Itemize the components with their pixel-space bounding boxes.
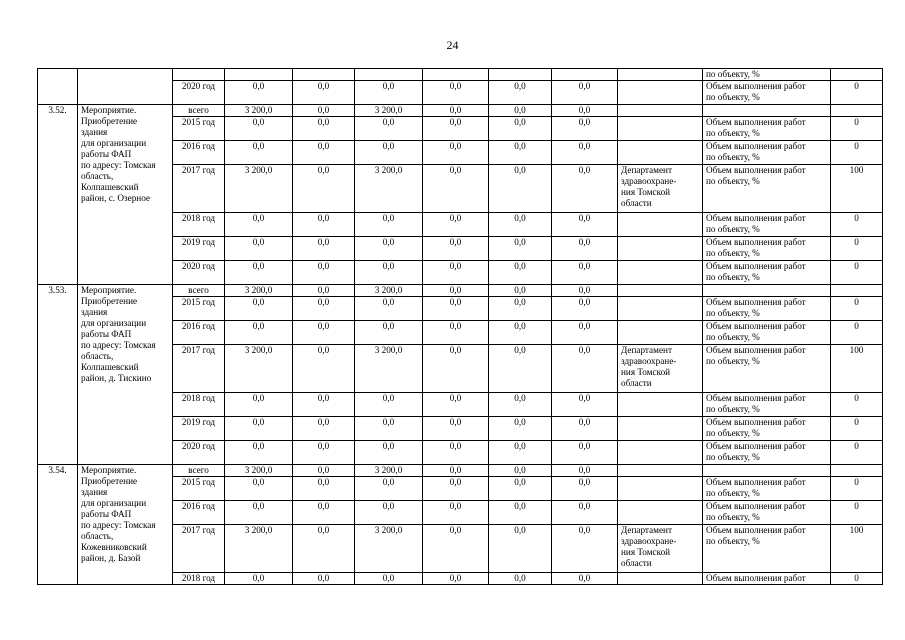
year-cell: 2018 год [173,393,225,417]
department-cell [618,441,703,465]
value-cell: 0,0 [552,297,618,321]
result-cell: 0 [831,441,883,465]
value-cell: 0,0 [423,477,489,501]
department-cell [618,417,703,441]
department-cell [618,297,703,321]
value-cell: 0,0 [552,477,618,501]
value-cell: 0,0 [293,117,355,141]
value-cell: 0,0 [355,237,423,261]
value-cell: 0,0 [293,165,355,213]
year-cell: 2016 год [173,321,225,345]
empty-cell [173,69,225,81]
indicator-cell: Объем выполнения работ по объекту, % [703,213,831,237]
value-cell: 0,0 [489,573,552,585]
value-cell: 3 200,0 [225,285,293,297]
department-cell [618,321,703,345]
value-cell: 0,0 [225,477,293,501]
value-cell: 0,0 [552,285,618,297]
indicator-cell: Объем выполнения работ по объекту, % [703,441,831,465]
indicator-cell: Объем выполнения работ по объекту, % [703,525,831,573]
indicator-cell: по объекту, % [703,69,831,81]
value-cell: 0,0 [293,297,355,321]
value-cell: 3 200,0 [355,465,423,477]
year-cell: 2019 год [173,417,225,441]
value-cell: 3 200,0 [355,525,423,573]
indicator-cell: Объем выполнения работ по объекту, % [703,393,831,417]
result-cell: 0 [831,477,883,501]
indicator-cell [703,285,831,297]
indicator-cell: Объем выполнения работ по объекту, % [703,141,831,165]
value-cell: 0,0 [552,105,618,117]
department-cell [618,477,703,501]
value-cell: 0,0 [552,237,618,261]
value-cell: 0,0 [225,417,293,441]
value-cell: 0,0 [293,501,355,525]
value-cell: 0,0 [552,141,618,165]
table-row [38,465,883,477]
value-cell: 0,0 [489,321,552,345]
value-cell: 0,0 [355,417,423,441]
indicator-cell: Объем выполнения работ [703,573,831,585]
value-cell: 0,0 [552,465,618,477]
department-cell [618,573,703,585]
department-cell: Департамент здравоохране- ния Томской области [618,165,703,213]
value-cell: 0,0 [489,465,552,477]
department-cell [618,117,703,141]
value-cell: 0,0 [489,81,552,105]
value-cell: 0,0 [552,117,618,141]
value-cell: 0,0 [489,213,552,237]
value-cell: 3 200,0 [225,105,293,117]
empty-cell [355,69,423,81]
value-cell: 0,0 [293,81,355,105]
year-cell: всего [173,465,225,477]
result-cell [831,465,883,477]
table-row [38,105,883,117]
value-cell: 0,0 [552,393,618,417]
value-cell: 0,0 [293,285,355,297]
value-cell: 0,0 [552,525,618,573]
value-cell: 0,0 [423,465,489,477]
value-cell: 0,0 [552,213,618,237]
item-name-cell: Мероприятие. Приобретение здания для организации работы ФАП по адресу: Томская область, Колпашевский район, д. Тискино [78,285,173,465]
value-cell: 0,0 [552,81,618,105]
item-name-cell [78,69,173,105]
value-cell: 0,0 [552,261,618,285]
year-cell: 2017 год [173,165,225,213]
empty-cell [489,69,552,81]
value-cell: 3 200,0 [355,165,423,213]
department-cell [618,105,703,117]
indicator-cell: Объем выполнения работ по объекту, % [703,117,831,141]
value-cell: 0,0 [355,501,423,525]
value-cell: 0,0 [489,165,552,213]
result-cell: 0 [831,297,883,321]
value-cell: 0,0 [293,105,355,117]
value-cell: 0,0 [225,441,293,465]
department-cell [618,213,703,237]
department-cell: Департамент здравоохране- ния Томской области [618,345,703,393]
year-cell: 2016 год [173,141,225,165]
value-cell: 0,0 [225,117,293,141]
indicator-cell: Объем выполнения работ по объекту, % [703,237,831,261]
value-cell: 0,0 [423,165,489,213]
item-number-cell: 3.53. [38,285,78,465]
indicator-cell: Объем выполнения работ по объекту, % [703,81,831,105]
result-cell: 0 [831,393,883,417]
value-cell: 3 200,0 [355,105,423,117]
department-cell: Департамент здравоохране- ния Томской области [618,525,703,573]
result-cell: 0 [831,81,883,105]
value-cell: 0,0 [489,345,552,393]
value-cell: 0,0 [423,105,489,117]
value-cell: 0,0 [423,285,489,297]
indicator-cell: Объем выполнения работ по объекту, % [703,321,831,345]
year-cell: 2020 год [173,261,225,285]
result-cell [831,105,883,117]
value-cell: 0,0 [423,81,489,105]
value-cell: 3 200,0 [225,525,293,573]
value-cell: 0,0 [489,501,552,525]
result-cell: 0 [831,501,883,525]
value-cell: 3 200,0 [355,345,423,393]
indicator-cell: Объем выполнения работ по объекту, % [703,477,831,501]
value-cell: 0,0 [355,321,423,345]
year-cell: всего [173,105,225,117]
result-cell: 0 [831,213,883,237]
result-cell: 0 [831,321,883,345]
value-cell: 0,0 [552,441,618,465]
value-cell: 0,0 [423,297,489,321]
year-cell: 2020 год [173,441,225,465]
value-cell: 0,0 [552,345,618,393]
result-cell [831,285,883,297]
value-cell: 0,0 [423,441,489,465]
indicator-cell: Объем выполнения работ по объекту, % [703,501,831,525]
year-cell: 2015 год [173,297,225,321]
department-cell [618,285,703,297]
year-cell: 2020 год [173,81,225,105]
indicator-cell: Объем выполнения работ по объекту, % [703,297,831,321]
value-cell: 0,0 [293,441,355,465]
empty-cell [293,69,355,81]
value-cell: 0,0 [423,213,489,237]
table-row [38,285,883,297]
value-cell: 0,0 [489,441,552,465]
value-cell: 0,0 [489,285,552,297]
value-cell: 0,0 [293,465,355,477]
department-cell [618,81,703,105]
value-cell: 0,0 [293,237,355,261]
department-cell [618,141,703,165]
page-number: 24 [446,38,459,52]
value-cell: 0,0 [225,501,293,525]
value-cell: 0,0 [489,117,552,141]
value-cell: 0,0 [293,261,355,285]
value-cell: 0,0 [552,501,618,525]
value-cell: 0,0 [225,261,293,285]
value-cell: 0,0 [293,393,355,417]
value-cell: 0,0 [293,321,355,345]
value-cell: 0,0 [355,261,423,285]
value-cell: 0,0 [355,477,423,501]
result-cell: 0 [831,573,883,585]
value-cell: 0,0 [489,105,552,117]
value-cell: 0,0 [355,117,423,141]
value-cell: 0,0 [552,321,618,345]
value-cell: 0,0 [355,213,423,237]
value-cell: 0,0 [489,417,552,441]
program-activities-table [37,68,883,585]
value-cell: 0,0 [225,213,293,237]
year-cell: 2018 год [173,573,225,585]
value-cell: 0,0 [489,261,552,285]
value-cell: 3 200,0 [355,285,423,297]
value-cell: 0,0 [225,393,293,417]
indicator-cell [703,105,831,117]
indicator-cell: Объем выполнения работ по объекту, % [703,165,831,213]
result-cell: 0 [831,237,883,261]
value-cell: 0,0 [355,573,423,585]
value-cell: 0,0 [423,501,489,525]
year-cell: всего [173,285,225,297]
year-cell: 2019 год [173,237,225,261]
value-cell: 0,0 [552,573,618,585]
value-cell: 0,0 [355,393,423,417]
value-cell: 0,0 [423,573,489,585]
value-cell: 0,0 [293,417,355,441]
result-cell: 0 [831,141,883,165]
value-cell: 0,0 [489,297,552,321]
value-cell: 0,0 [423,345,489,393]
item-name-cell: Мероприятие. Приобретение здания для организации работы ФАП по адресу: Томская область, Колпашевский район, с. Озерное [78,105,173,285]
empty-cell [618,69,703,81]
indicator-cell: Объем выполнения работ по объекту, % [703,261,831,285]
result-cell: 100 [831,165,883,213]
result-cell: 0 [831,417,883,441]
indicator-cell: Объем выполнения работ по объекту, % [703,345,831,393]
item-number-cell: 3.52. [38,105,78,285]
year-cell: 2015 год [173,117,225,141]
department-cell [618,261,703,285]
item-name-cell: Мероприятие. Приобретение здания для организации работы ФАП по адресу: Томская область, Кожевниковский район, д. Базой [78,465,173,585]
value-cell: 0,0 [293,525,355,573]
department-cell [618,501,703,525]
value-cell: 0,0 [423,117,489,141]
indicator-cell [703,465,831,477]
empty-cell [423,69,489,81]
value-cell: 0,0 [489,237,552,261]
value-cell: 0,0 [423,237,489,261]
value-cell: 0,0 [489,525,552,573]
value-cell: 3 200,0 [225,345,293,393]
department-cell [618,393,703,417]
value-cell: 0,0 [423,321,489,345]
value-cell: 0,0 [552,417,618,441]
result-cell: 100 [831,525,883,573]
result-cell [831,69,883,81]
value-cell: 0,0 [355,297,423,321]
value-cell: 0,0 [225,81,293,105]
empty-cell [552,69,618,81]
value-cell: 0,0 [355,441,423,465]
value-cell: 0,0 [225,573,293,585]
value-cell: 0,0 [225,141,293,165]
year-cell: 2015 год [173,477,225,501]
year-cell: 2017 год [173,345,225,393]
value-cell: 0,0 [489,393,552,417]
value-cell: 0,0 [423,417,489,441]
value-cell: 0,0 [225,321,293,345]
result-cell: 0 [831,117,883,141]
result-cell: 0 [831,261,883,285]
value-cell: 0,0 [489,477,552,501]
value-cell: 0,0 [293,345,355,393]
value-cell: 0,0 [293,573,355,585]
value-cell: 0,0 [552,165,618,213]
value-cell: 0,0 [355,81,423,105]
item-number-cell [38,69,78,105]
year-cell: 2018 год [173,213,225,237]
value-cell: 3 200,0 [225,165,293,213]
value-cell: 0,0 [355,141,423,165]
value-cell: 0,0 [423,261,489,285]
value-cell: 3 200,0 [225,465,293,477]
value-cell: 0,0 [423,393,489,417]
value-cell: 0,0 [293,141,355,165]
empty-cell [225,69,293,81]
result-cell: 100 [831,345,883,393]
department-cell [618,237,703,261]
table-row [38,69,883,81]
value-cell: 0,0 [423,141,489,165]
value-cell: 0,0 [293,477,355,501]
value-cell: 0,0 [423,525,489,573]
year-cell: 2016 год [173,501,225,525]
year-cell: 2017 год [173,525,225,573]
item-number-cell: 3.54. [38,465,78,585]
department-cell [618,465,703,477]
value-cell: 0,0 [293,213,355,237]
value-cell: 0,0 [489,141,552,165]
value-cell: 0,0 [225,297,293,321]
indicator-cell: Объем выполнения работ по объекту, % [703,417,831,441]
value-cell: 0,0 [225,237,293,261]
